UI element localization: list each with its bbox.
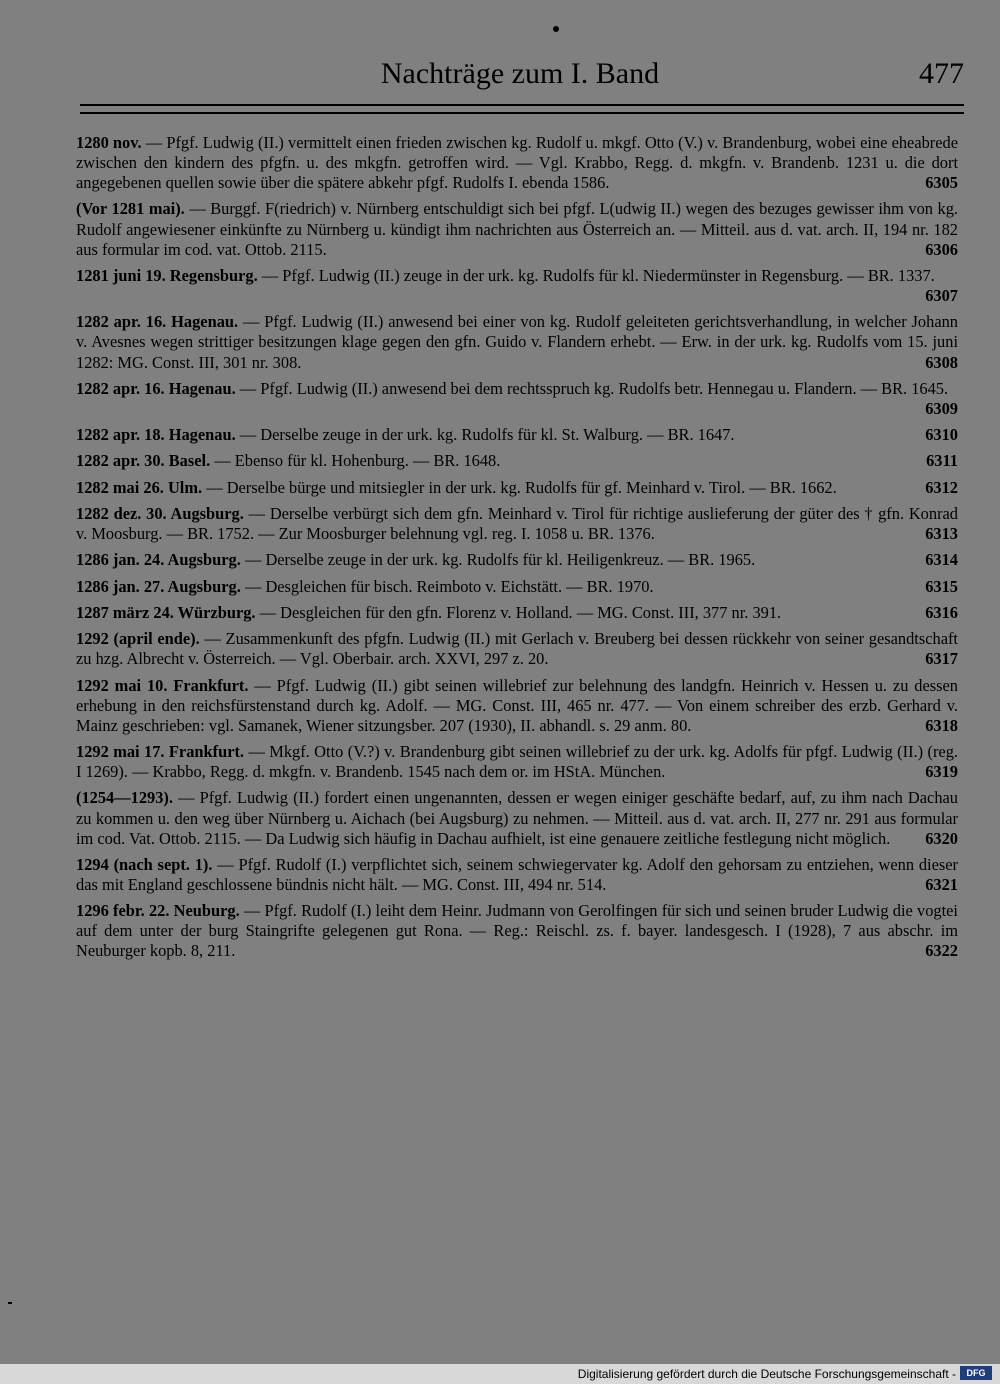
regest-text: — Desgleichen für den gfn. Florenz v. Holland. — MG. Const. III, 377 nr. 391. xyxy=(255,602,782,622)
margin-ink-mark xyxy=(8,1302,12,1304)
regest-date: 1282 apr. 30. Basel. xyxy=(76,451,211,471)
regest-date: 1286 jan. 27. Augsburg. xyxy=(76,576,241,596)
regest-text: — Derselbe zeuge in der urk. kg. Rudolfs für kl. St. Walburg. — BR. 1647. xyxy=(235,425,735,445)
regest-date: 1296 febr. 22. Neuburg. xyxy=(76,901,240,921)
regest-text: — Derselbe bürge und mitsiegler in der urk. kg. Rudolfs für gf. Meinhard v. Tirol. — BR. 1662. xyxy=(202,477,837,497)
regest-number: 6320 xyxy=(925,828,958,848)
header-rule-bottom xyxy=(80,112,964,114)
regest-date: 1287 märz 24. Würzburg. xyxy=(76,602,256,622)
regest-number: 6321 xyxy=(925,875,958,894)
regest-number: 6322 xyxy=(925,941,958,961)
regest-entry xyxy=(76,788,958,848)
regest-date: 1292 (april ende). xyxy=(76,629,200,649)
regest-number: 6315 xyxy=(925,576,958,596)
regest-date: 1281 juni 19. Regensburg. xyxy=(76,265,258,285)
regest-number: 6319 xyxy=(925,762,958,782)
regest-text: — Zusammenkunft des pfgfn. Ludwig (II.) mit Gerlach v. Breuberg bei dessen rückkehr von seiner gesandtschaft zu hzg. Albrecht v. Österreich. — Vgl. Oberbair. arch. XXVI, 297 z. 20. xyxy=(76,629,958,669)
regest-entry xyxy=(76,312,958,372)
regest-text: — Pfgf. Ludwig (II.) fordert einen ungenannten, dessen er wegen einiger geschäfte bedarf, auf, zu ihm nach Dachau zu kommen u. den weg über Nürnberg u. Aichach (bei Augsburg) zu nehmen. — Mitteil. aus d. vat. arch. II, 277 nr. 291 aus formular im cod. Vat. Ottob. 2115. — Da Ludwig sich häufig in Dachau aufhielt, ist eine genauere zeitliche festlegung nicht möglich. xyxy=(76,788,958,848)
regest-number: 6308 xyxy=(925,352,958,372)
regest-number: 6310 xyxy=(925,425,958,445)
regest-text: — Derselbe zeuge in der urk. kg. Rudolfs für kl. Heiligenkreuz. — BR. 1965. xyxy=(240,550,756,570)
regest-number: 6306 xyxy=(925,239,958,259)
regest-number: 6318 xyxy=(925,715,958,735)
regesta-list xyxy=(76,133,958,968)
regest-date: (Vor 1281 mai). xyxy=(76,199,185,219)
regest-entry xyxy=(76,266,958,306)
regest-entry xyxy=(76,629,958,669)
regest-number: 6316 xyxy=(925,602,958,622)
regest-text: — Pfgf. Rudolf (I.) verpflichtet sich, seinem schwiegervater kg. Adolf den gehorsam zu entziehen, wenn dieser das mit England geschlossene bündnis nicht hält. — MG. Const. III, 494 nr. 514. xyxy=(76,854,958,894)
regest-text: — Pfgf. Ludwig (II.) anwesend bei einer von kg. Rudolf geleiteten gerichtsverhandlung, in welcher Johann v. Avesnes wegen strittiger besitzungen klage gegen den gfn. Guido v. Flandern erhebt. — Erw. in der urk. kg. Rudolfs vom 15. juni 1282: MG. Const. III, 301 nr. 308. xyxy=(76,312,958,372)
regest-entry xyxy=(76,133,958,193)
regest-number: 6309 xyxy=(925,398,958,418)
footer-credit: Digitalisierung gefördert durch die Deutsche Forschungsgemeinschaft - xyxy=(577,1367,956,1381)
regest-entry xyxy=(76,379,958,419)
page-number: 477 xyxy=(919,57,964,90)
regest-entry xyxy=(76,504,958,544)
regest-number: 6307 xyxy=(925,286,958,306)
regest-entry xyxy=(76,901,958,961)
regest-text: — Pfgf. Rudolf (I.) leiht dem Heinr. Judmann von Gerolfingen für sich und seinen bruder Ludwig die vogtei auf dem unter der burg Staingrifte gelegenen gut Rona. — Reg.: Reischl. zs. f. bayer. landesgesch. I (1928), 7 aus abschr. im Neuburger kopb. 8, 211. xyxy=(76,901,958,961)
regest-date: 1282 apr. 16. Hagenau. xyxy=(76,378,236,398)
regest-entry xyxy=(76,478,958,498)
regest-date: (1254—1293). xyxy=(76,788,173,808)
top-ink-dot xyxy=(553,26,559,32)
dfg-logo: DFG xyxy=(960,1366,992,1380)
regest-entry xyxy=(76,676,958,736)
regest-entry xyxy=(76,742,958,782)
regest-text: — Derselbe verbürgt sich dem gfn. Meinhard v. Tirol für richtige auslieferung der güter des † gfn. Konrad v. Moosburg. — BR. 1752. — Zur Moosburger belehnung vgl. reg. I. 1058 u. BR. 1376. xyxy=(76,504,959,544)
regest-date: 1292 mai 17. Frankfurt. xyxy=(76,742,245,762)
regest-number: 6314 xyxy=(925,550,958,570)
regest-number: 6311 xyxy=(926,451,958,471)
regest-entry xyxy=(76,451,958,471)
regest-text: — Mkgf. Otto (V.?) v. Brandenburg gibt seinen willebrief zu der urk. kg. Adolfs für pfgf. Ludwig (II.) (reg. I 1269). — Krabbo, Regg. d. mkgfn. v. Brandenb. 1545 nach dem or. im HStA. München. xyxy=(76,742,958,782)
regest-text: — Pfgf. Ludwig (II.) vermittelt einen frieden zwischen kg. Rudolf u. mkgf. Otto (V.) v. Brandenburg, wobei eine eheabrede zwischen den kindern des pfgfn. u. des mkgfn. getroffen wird. — Vgl. Krabbo, Regg. d. mkgfn. v. Brandenb. 1231 u. die dort angegebenen quellen sowie über die spätere abkehr pfgf. Rudolfs I. ebenda 1586. xyxy=(76,133,958,193)
regest-date: 1286 jan. 24. Augsburg. xyxy=(76,550,241,570)
regest-entry xyxy=(76,855,958,895)
regest-entry xyxy=(76,199,958,259)
regest-date: 1280 nov. xyxy=(76,133,142,152)
page-title: Nachträge zum I. Band xyxy=(380,57,660,90)
regest-text: — Burggf. F(riedrich) v. Nürnberg entschuldigt sich bei pfgf. L(udwig II.) wegen des bezuges gewisser ihm von kg. Rudolf angewiesener einkünfte zu Nürnberg u. kündigt ihm nachrichten aus Österreich an. — Mitteil. aus d. vat. arch. II, 194 nr. 182 aus formular im cod. vat. Ottob. 2115. xyxy=(76,199,958,259)
regest-number: 6317 xyxy=(925,649,958,669)
regest-text: — Pfgf. Ludwig (II.) gibt seinen willebrief zur belehnung des landgfn. Heinrich v. Hessen u. zu dessen erhebung in den reichsfürstenstand durch kg. Adolf. — MG. Const. III, 465 nr. 477. — Von einem schreiber des erzb. Gerhard v. Mainz geschrieben: vgl. Samanek, Wiener sitzungsber. 207 (1930), II. abhandl. s. 29 anm. 80. xyxy=(76,675,958,735)
regest-number: 6305 xyxy=(925,173,958,193)
regest-date: 1282 dez. 30. Augsburg. xyxy=(76,504,244,523)
regest-text: — Ebenso für kl. Hohenburg. — BR. 1648. xyxy=(210,451,501,471)
regest-entry xyxy=(76,550,958,570)
regest-number: 6312 xyxy=(925,477,958,497)
header-rule-top xyxy=(80,104,964,106)
regest-date: 1282 apr. 18. Hagenau. xyxy=(76,425,236,445)
regest-date: 1294 (nach sept. 1). xyxy=(76,854,213,874)
regest-entry xyxy=(76,425,958,445)
regest-date: 1292 mai 10. Frankfurt. xyxy=(76,675,249,695)
regest-entry xyxy=(76,603,958,623)
regest-date: 1282 apr. 16. Hagenau. xyxy=(76,312,239,332)
regest-date: 1282 mai 26. Ulm. xyxy=(76,477,203,497)
regest-text: — Pfgf. Ludwig (II.) zeuge in der urk. kg. Rudolfs für kl. Niedermünster in Regensburg. — BR. 1337. xyxy=(257,265,935,285)
regest-text: — Pfgf. Ludwig (II.) anwesend bei dem rechtsspruch kg. Rudolfs betr. Hennegau u. Flandern. — BR. 1645. xyxy=(235,378,949,398)
regest-text: — Desgleichen für bisch. Reimboto v. Eichstätt. — BR. 1970. xyxy=(240,576,654,596)
regest-entry xyxy=(76,577,958,597)
regest-number: 6313 xyxy=(925,524,958,544)
